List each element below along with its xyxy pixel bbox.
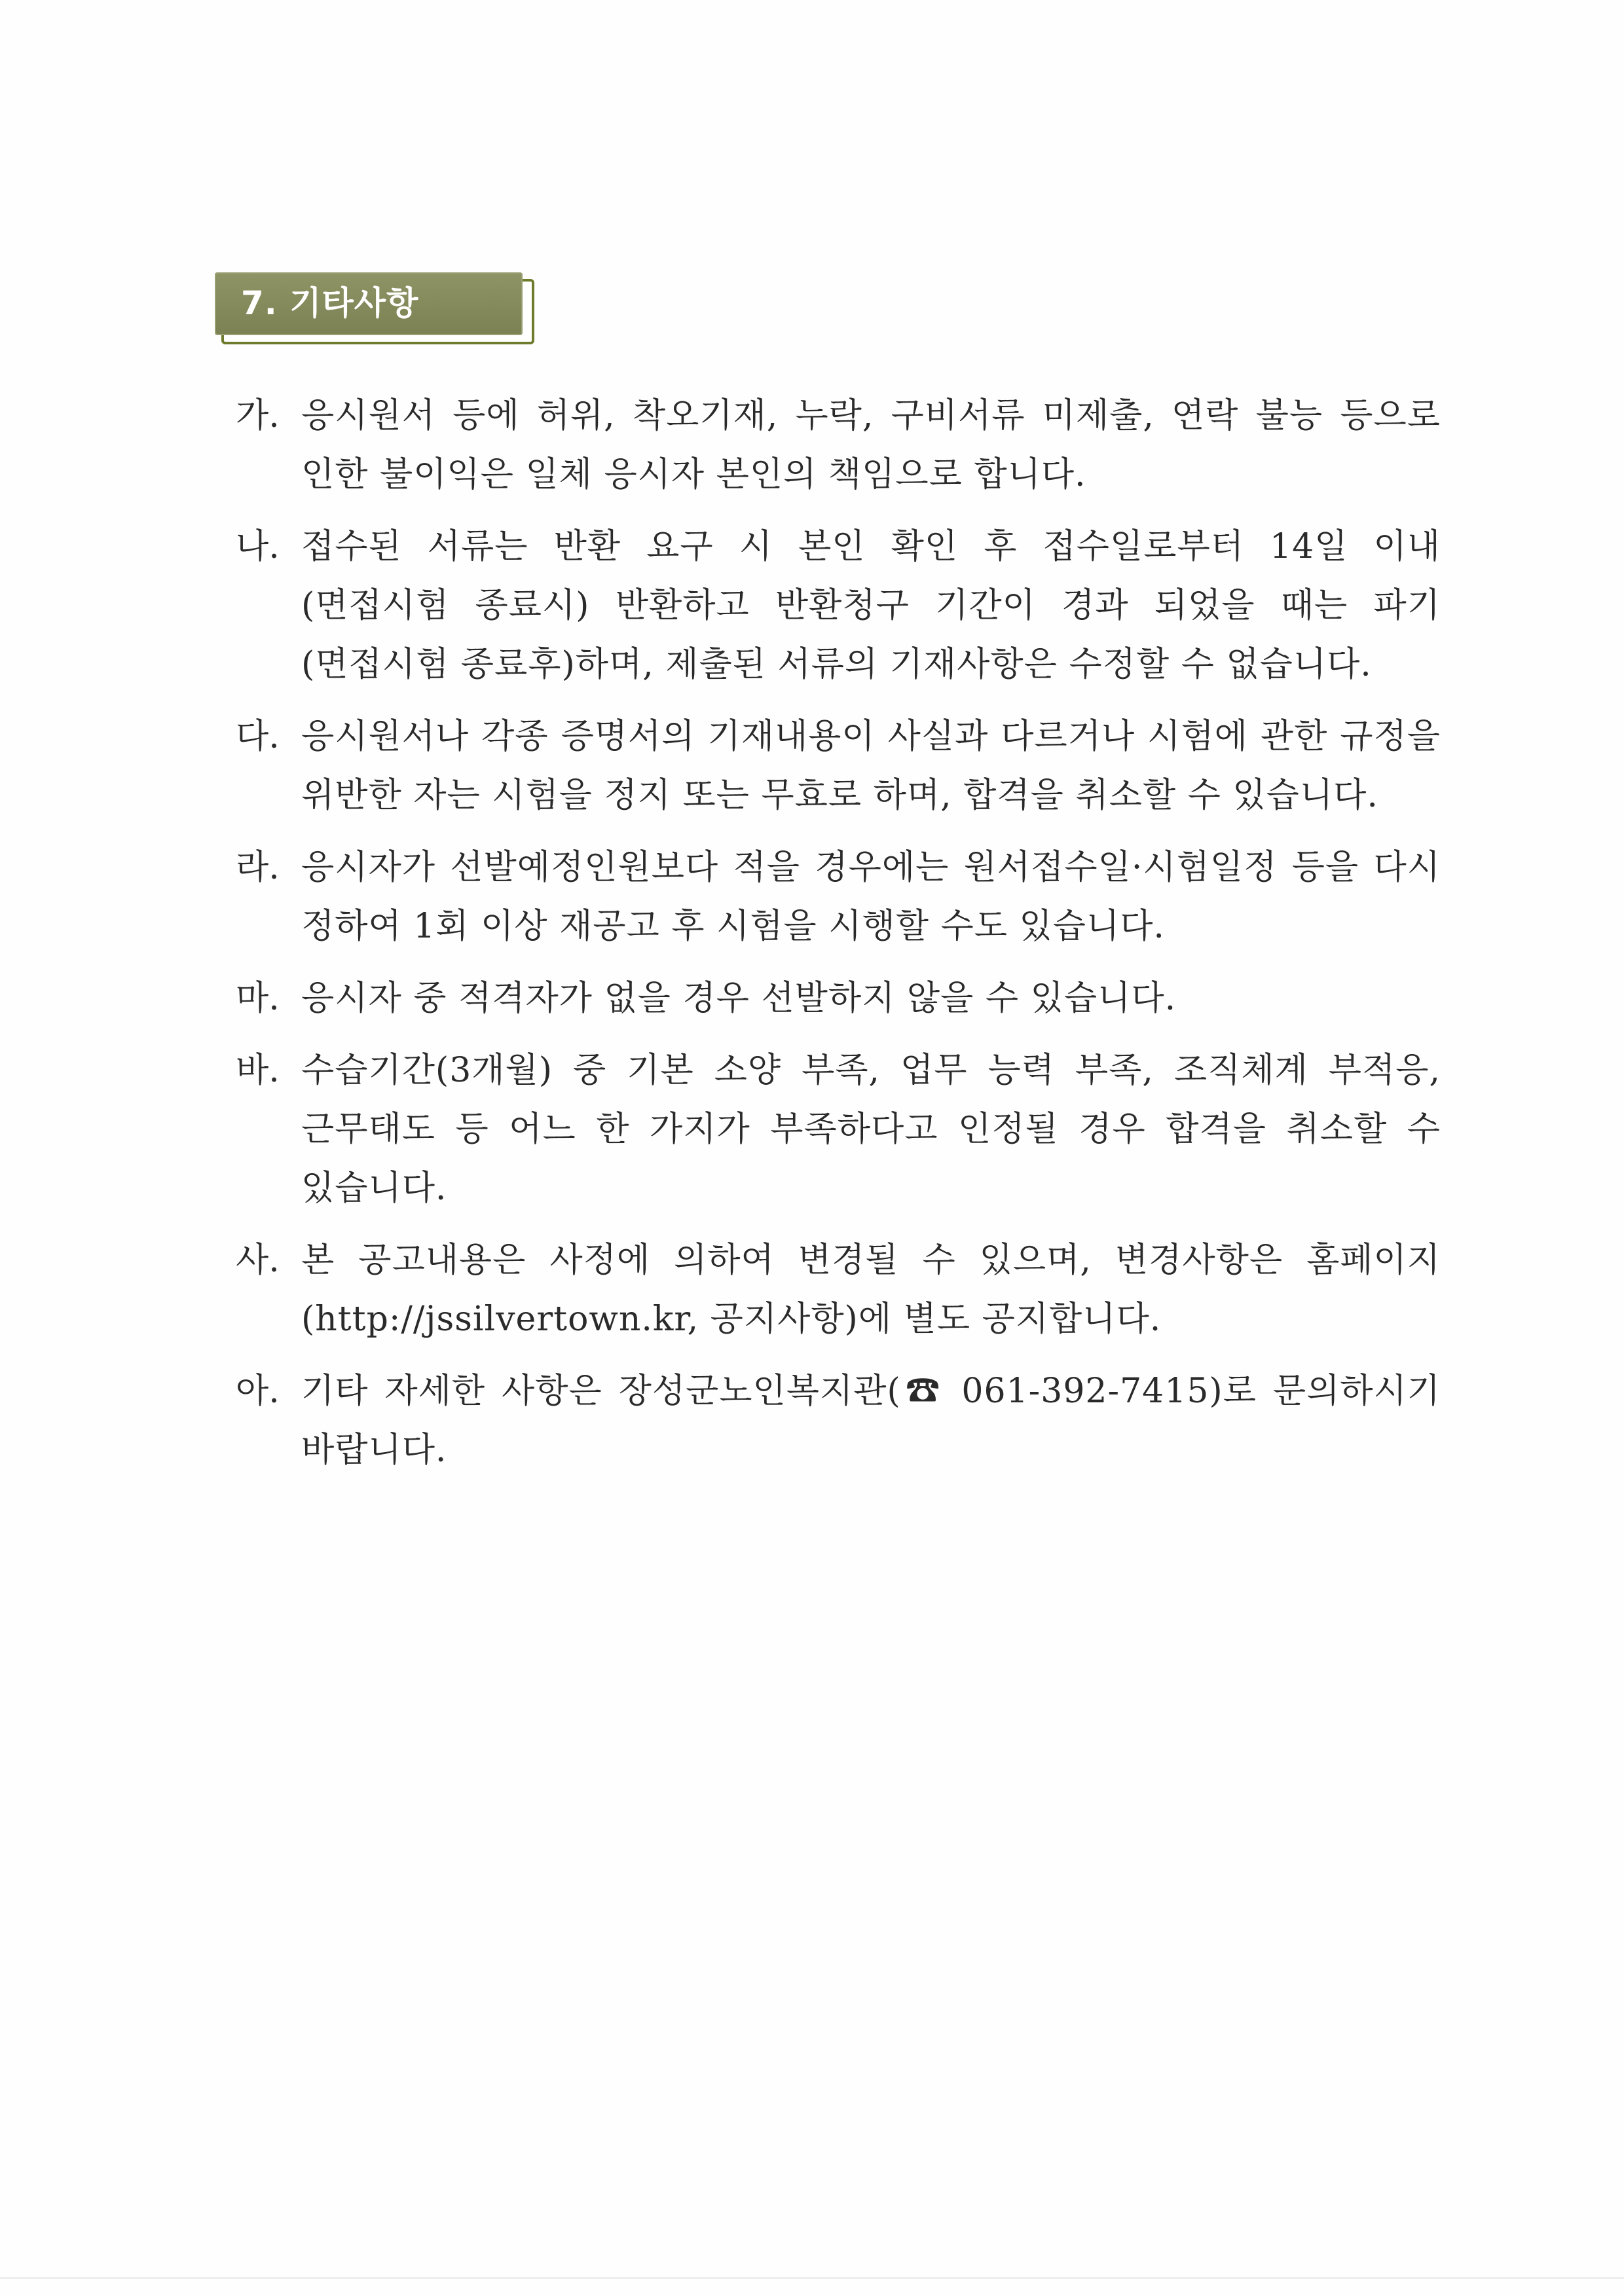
list-item-marker: 나.: [236, 527, 280, 566]
list-item-marker: 라.: [236, 848, 280, 887]
list-item-text: 응시원서나 각종 증명서의 기재내용이 사실과 다르거나 시험에 관한 규정을 위반한 자는 시험을 정지 또는 무효로 하며, 합격을 취소할 수 있습니다.: [301, 717, 1441, 815]
list-item-text: 수습기간(3개월) 중 기본 소양 부족, 업무 능력 부족, 조직체계 부적응, 근무태도 등 어느 한 가지가 부족하다고 인정될 경우 합격을 취소할 수 있습니다.: [301, 1051, 1441, 1208]
list-item-text: 응시자가 선발예정인원보다 적을 경우에는 원서접수일·시험일정 등을 다시 정하여 1회 이상 재공고 후 시험을 시행할 수도 있습니다.: [301, 848, 1441, 946]
list-item-text: 응시자 중 적격자가 없을 경우 선발하지 않을 수 있습니다.: [301, 979, 1177, 1018]
list-item-marker: 바.: [236, 1051, 280, 1090]
list-item: [236, 838, 1441, 956]
list-item-marker: 다.: [236, 717, 280, 756]
list-item: [236, 1231, 1441, 1349]
list-item-marker: 사.: [236, 1241, 280, 1280]
list-item-text: 응시원서 등에 허위, 착오기재, 누락, 구비서류 미제출, 연락 불능 등으로 인한 불이익은 일체 응시자 본인의 책임으로 합니다.: [301, 396, 1441, 494]
list-item: [236, 707, 1441, 825]
list-item-text: 접수된 서류는 반환 요구 시 본인 확인 후 접수일로부터 14일 이내(면접시험 종료시) 반환하고 반환청구 기간이 경과 되었을 때는 파기(면접시험 종료후)하며, 제출된 서류의 기재사항은 수정할 수 없습니다.: [301, 527, 1441, 684]
section-heading: [215, 272, 534, 344]
list-item: [236, 386, 1441, 504]
scan-edge-line: [0, 2277, 1624, 2279]
list-item: [236, 517, 1441, 694]
list-item-marker: 아.: [236, 1372, 280, 1411]
section-title: 7. 기타사항: [241, 284, 419, 322]
list-item: [236, 969, 1441, 1028]
list-item-marker: 가.: [236, 396, 280, 435]
list-item-text: 본 공고내용은 사정에 의하여 변경될 수 있으며, 변경사항은 홈페이지(http://jssilvertown.kr, 공지사항)에 별도 공지합니다.: [301, 1241, 1441, 1339]
list-item: [236, 1362, 1441, 1480]
list-item-marker: 마.: [236, 979, 280, 1018]
list-item: [236, 1041, 1441, 1218]
notice-list: [236, 386, 1441, 1493]
list-item-text: 기타 자세한 사항은 장성군노인복지관(☎ 061-392-7415)로 문의하시기 바랍니다.: [301, 1372, 1441, 1470]
